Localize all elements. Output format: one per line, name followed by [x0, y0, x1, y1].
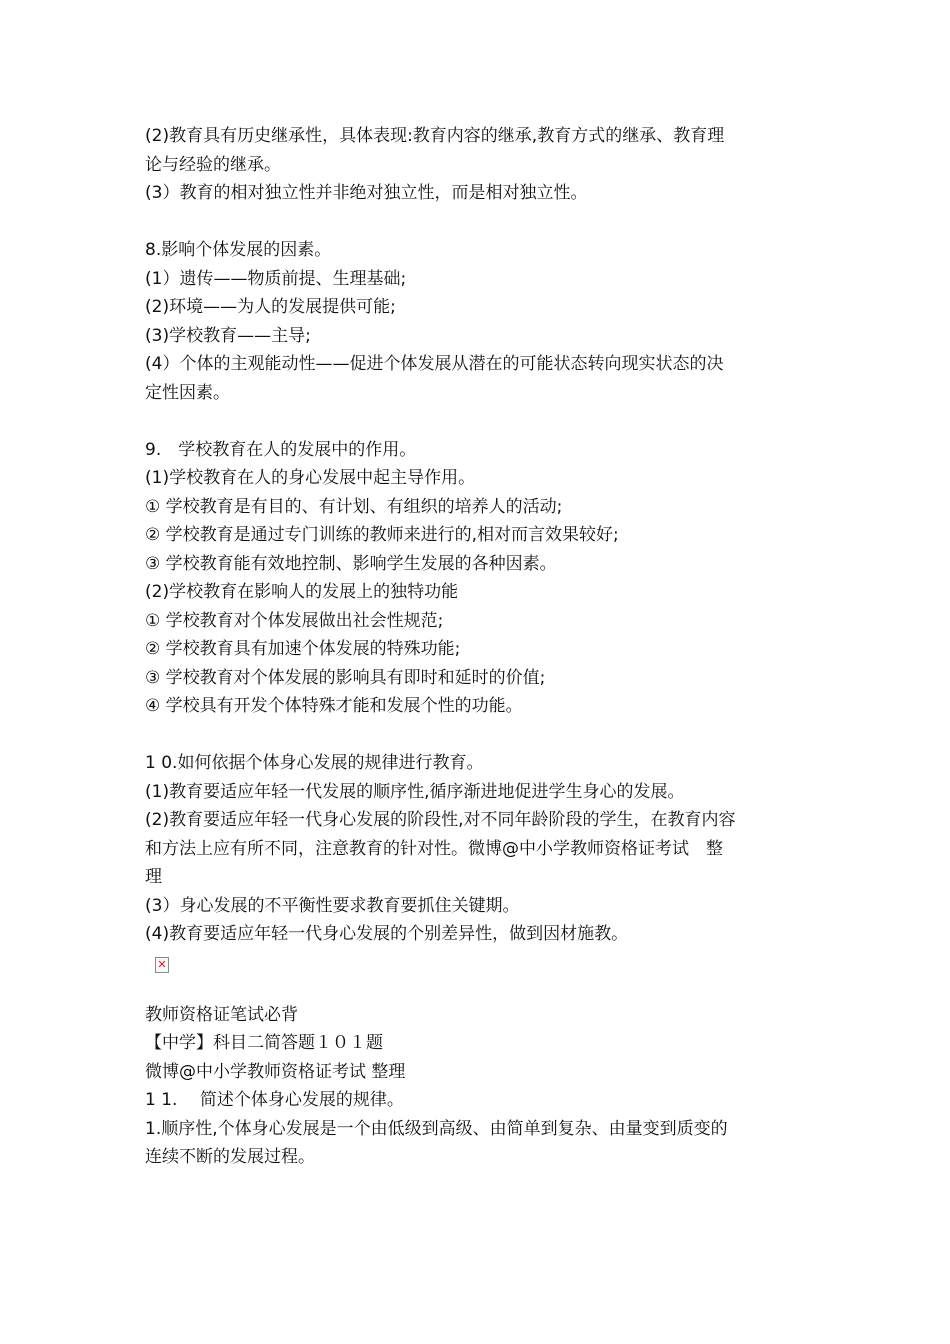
section-heading: 1 1. 简述个体身心发展的规律。 — [145, 1090, 404, 1110]
image-placeholder — [145, 949, 815, 989]
document-page — [145, 122, 815, 1172]
text-line: 连续不断的发展过程。 — [145, 1147, 315, 1167]
document-subtitle: 【中学】科目二简答题１０１题 — [145, 1033, 383, 1053]
document-title: 教师资格证笔试必背 — [145, 1004, 298, 1025]
paragraph-gap — [145, 721, 815, 750]
text-line: ① 学校教育是有目的、有计划、有组织的培养人的活动; — [145, 496, 563, 517]
section-school-education-role — [145, 436, 815, 721]
text-line: (4)教育要适应年轻一代身心发展的个别差异性，做到因材施教。 — [145, 924, 629, 944]
text-line: (3)学校教育——主导; — [145, 325, 311, 346]
section-development-factors — [145, 236, 815, 407]
text-line: (2)环境——为人的发展提供可能; — [145, 297, 396, 317]
section-header-repeat — [145, 1001, 815, 1172]
text-line: (3）身心发展的不平衡性要求教育要抓住关键期。 — [145, 895, 520, 916]
section-education-by-laws — [145, 749, 815, 949]
text-line: 定性因素。 — [145, 382, 230, 403]
paragraph-gap — [145, 208, 815, 237]
text-line: (3）教育的相对独立性并非绝对独立性，而是相对独立性。 — [145, 183, 588, 203]
text-line: ④ 学校具有开发个体特殊才能和发展个性的功能。 — [145, 696, 523, 716]
text-line: ③ 学校教育能有效地控制、影响学生发展的各种因素。 — [145, 553, 557, 574]
text-line: ① 学校教育对个体发展做出社会性规范; — [145, 610, 444, 631]
attribution-line: 微博@中小学教师资格证考试 整理 — [145, 1061, 406, 1082]
text-line: 理 — [145, 867, 162, 887]
text-line: (1)教育要适应年轻一代发展的顺序性,循序渐进地促进学生身心的发展。 — [145, 781, 685, 802]
text-line: 1.顺序性,个体身心发展是一个由低级到高级、由简单到复杂、由量变到质变的 — [145, 1118, 728, 1139]
text-line: (2)教育要适应年轻一代身心发展的阶段性,对不同年龄阶段的学生，在教育内容 — [145, 810, 736, 830]
text-line: ② 学校教育是通过专门训练的教师来进行的,相对而言效果较好; — [145, 525, 619, 545]
text-line: 论与经验的继承。 — [145, 154, 281, 175]
text-line: (2)学校教育在影响人的发展上的独特功能 — [145, 582, 459, 602]
text-line: ② 学校教育具有加速个体发展的特殊功能; — [145, 639, 461, 659]
text-line: (4）个体的主观能动性——促进个体发展从潜在的可能状态转向现实状态的决 — [145, 354, 724, 374]
text-line: (1)学校教育在人的身心发展中起主导作用。 — [145, 468, 476, 488]
text-line: (1）遗传——物质前提、生理基础; — [145, 268, 407, 289]
x-mark-icon: ✕ — [157, 957, 167, 971]
text-line: (2)教育具有历史继承性，具体表现:教育内容的继承,教育方式的继承、教育理 — [145, 126, 725, 146]
section-heading: 9. 学校教育在人的发展中的作用。 — [145, 439, 417, 460]
section-heading: 8.影响个体发展的因素。 — [145, 240, 332, 260]
section-heading: 1 0.如何依据个体身心发展的规律进行教育。 — [145, 753, 484, 773]
text-line: ③ 学校教育对个体发展的影响具有即时和延时的价值; — [145, 667, 546, 688]
paragraph-gap — [145, 407, 815, 436]
broken-image-icon — [155, 957, 169, 973]
section-independence — [145, 122, 815, 208]
text-line: 和方法上应有所不同，注意教育的针对性。微博@中小学教师资格证考试 整 — [145, 838, 723, 859]
